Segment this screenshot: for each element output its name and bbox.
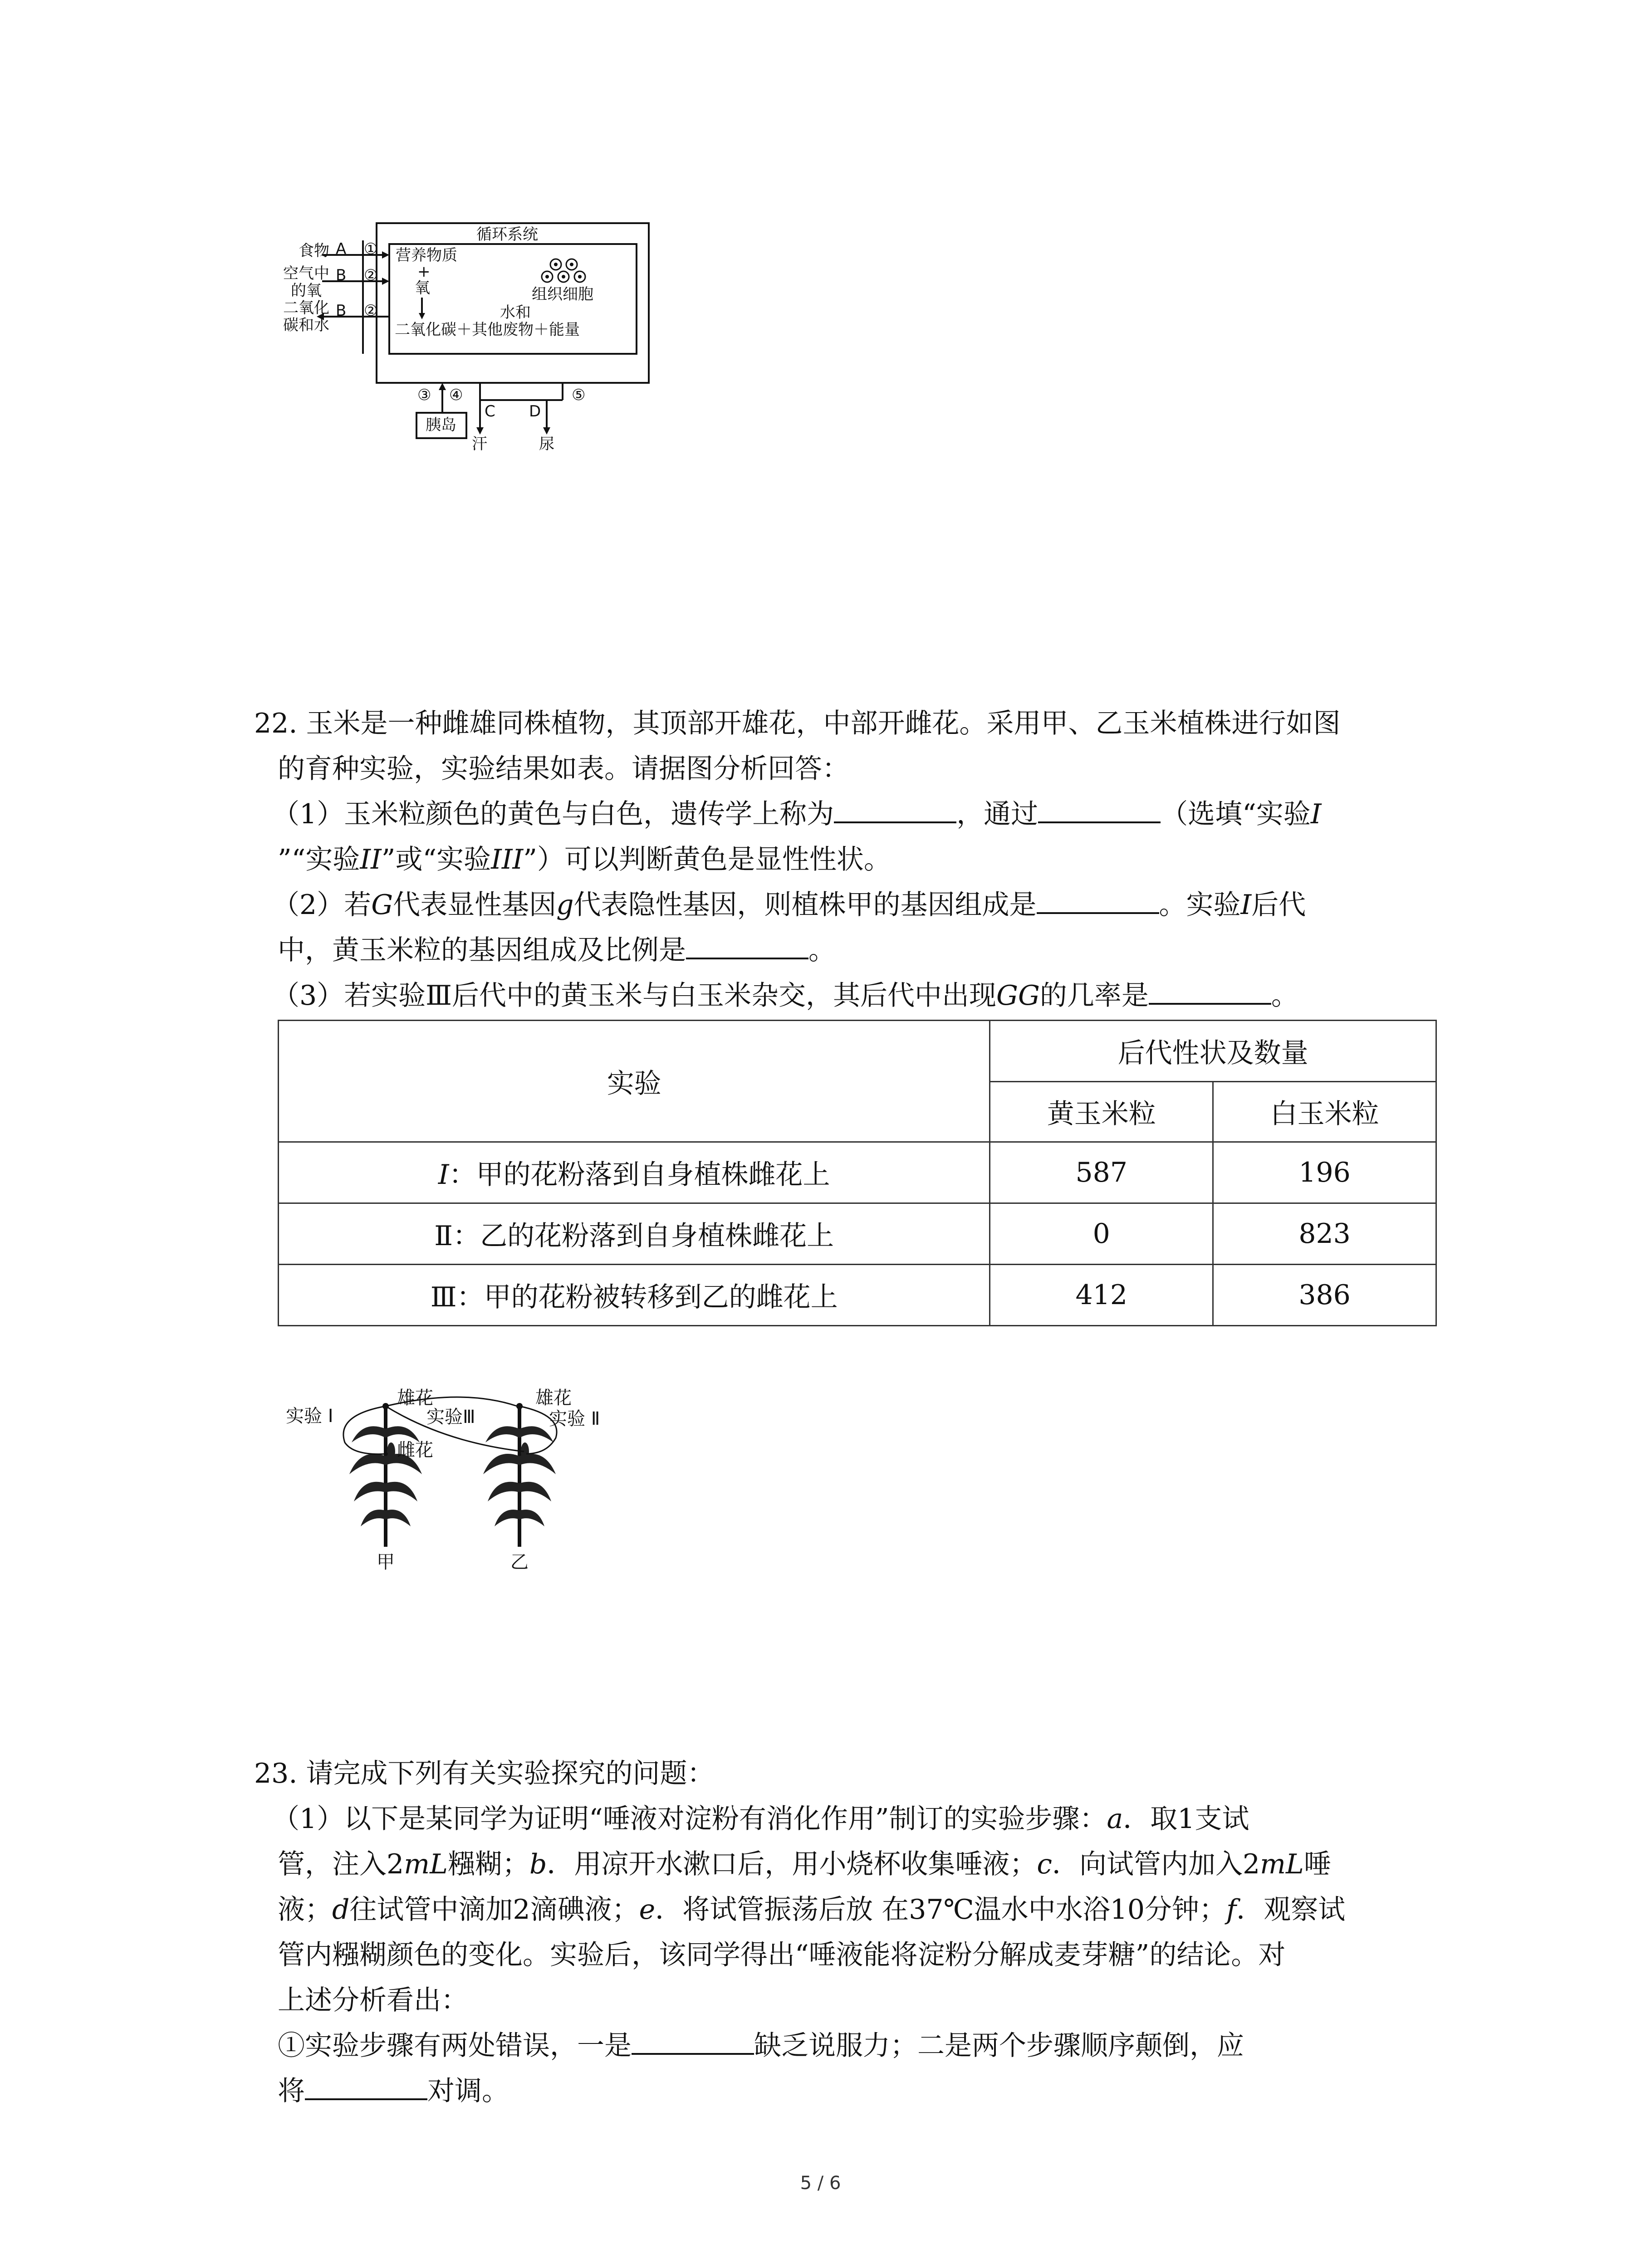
circulatory-system-title: 循环系统 — [476, 225, 538, 244]
answer-blank-3[interactable] — [1037, 885, 1159, 914]
q23-line5: 管内糨糊颜色的变化。实验后，该同学得出“唾液能将淀粉分解成麦芽糖”的结论。对 — [278, 1939, 1286, 1971]
input-oxygen-num: ② — [364, 266, 378, 284]
label-experiment-1: 实验 I — [286, 1406, 333, 1427]
row-label: Ⅲ：甲的花粉被转移到乙的雌花上 — [279, 1265, 990, 1326]
input-food-label: 食物 — [299, 242, 329, 260]
letter-c: C — [485, 402, 495, 420]
label-male-flower-jia: 雄花 — [397, 1388, 433, 1408]
q23-line8: 将 对调。 — [278, 2068, 509, 2114]
q23-line4: 液；d往试管中滴加2滴碘液；e．将试管振荡后放 在37℃温水中水浴10分钟；f．观察试 — [278, 1894, 1346, 1926]
q23-line1: 23. 请完成下列有关实验探究的问题： — [254, 1758, 715, 1789]
pancreas-label: 胰岛 — [426, 416, 456, 434]
answer-blank-6[interactable] — [632, 2026, 754, 2055]
tissue-cells-label: 组织细胞 — [532, 285, 593, 303]
plus-sign: + — [417, 263, 431, 281]
num-3: ③ — [417, 386, 431, 404]
table-header-row — [279, 1021, 1436, 1082]
table-row — [279, 1265, 1436, 1326]
label-experiment-3: 实验Ⅲ — [426, 1407, 475, 1427]
q22-line1: 22. 玉米是一种雌雄同株植物，其顶部开雄花，中部开雌花。采用甲、乙玉米植株进行如图 — [254, 708, 1341, 739]
products-label: 二氧化碳＋其他废物＋能量 — [395, 321, 580, 339]
label-plant-jia: 甲 — [377, 1552, 395, 1573]
answer-blank-2[interactable] — [1038, 794, 1161, 823]
answer-blank-1[interactable] — [834, 794, 956, 823]
water-label: 水和 — [500, 303, 531, 322]
corn-experiment-diagram — [272, 1379, 635, 1579]
row-yellow-count: 587 — [990, 1142, 1213, 1203]
output-co2-letter: B — [336, 302, 347, 320]
q22-part1-line1: （1）玉米粒颜色的黄色与白色，遗传学上称为 ，通过 （选填“实验I — [272, 792, 1322, 837]
input-food-letter: A — [336, 240, 347, 258]
experiment-results-table — [278, 1020, 1437, 1326]
label-male-flower-yi: 雄花 — [535, 1388, 572, 1408]
row-label: I：甲的花粉落到自身植株雌花上 — [279, 1142, 990, 1203]
output-co2-num: ② — [364, 302, 378, 320]
table-row — [279, 1142, 1436, 1203]
header-offspring: 后代性状及数量 — [990, 1021, 1436, 1082]
header-yellow: 黄玉米粒 — [990, 1082, 1213, 1142]
page-number: 5 / 6 — [800, 2173, 841, 2194]
label-plant-yi: 乙 — [510, 1552, 529, 1573]
q23-line2: （1）以下是某同学为证明“唾液对淀粉有消化作用”制订的实验步骤：a．取1支试 — [272, 1803, 1249, 1835]
q23-line3: 管，注入2mL糨糊；b．用凉开水漱口后，用小烧杯收集唾液；c．向试管内加入2mL唾 — [278, 1848, 1331, 1880]
row-white-count: 386 — [1213, 1265, 1436, 1326]
num-4: ④ — [449, 386, 463, 404]
num-5: ⑤ — [572, 386, 586, 404]
answer-blank-7[interactable] — [305, 2071, 427, 2100]
oxygen-label: 氧 — [415, 279, 430, 297]
label-female-flower: 雌花 — [397, 1440, 433, 1461]
q22-part3: （3）若实验Ⅲ后代中的黄玉米与白玉米杂交，其后代中出现GG的几率是 。 — [272, 973, 1298, 1018]
sweat-label: 汗 — [472, 435, 487, 453]
q22-part1-line2: ”“实验II”或“实验III”）可以判断黄色是显性性状。 — [278, 844, 891, 875]
urine-label: 尿 — [539, 435, 554, 453]
q22-part2-line2: 中，黄玉米粒的基因组成及比例是 。 — [278, 928, 836, 973]
q23-line6: 上述分析看出： — [278, 1984, 468, 2016]
row-label: Ⅱ：乙的花粉落到自身植株雌花上 — [279, 1203, 990, 1265]
row-yellow-count: 0 — [990, 1203, 1213, 1265]
header-white: 白玉米粒 — [1213, 1082, 1436, 1142]
q22-part2-line1: （2）若G代表显性基因g代表隐性基因，则植株甲的基因组成是 。实验I后代 — [272, 882, 1306, 928]
input-oxygen-letter: B — [336, 266, 347, 284]
input-oxygen-label: 空气中的氧 — [283, 264, 329, 300]
row-white-count: 196 — [1213, 1142, 1436, 1203]
output-co2-label: 二氧化碳和水 — [283, 299, 329, 334]
letter-d: D — [529, 402, 541, 420]
answer-blank-4[interactable] — [686, 930, 808, 959]
label-experiment-2: 实验 Ⅱ — [549, 1408, 600, 1429]
circulatory-system-diagram — [263, 213, 671, 467]
q23-line7: ①实验步骤有两处错误，一是 缺乏说服力；二是两个步骤顺序颠倒，应 — [278, 2023, 1244, 2068]
nutrients-label: 营养物质 — [396, 246, 457, 264]
q22-line2: 的育种实验，实验结果如表。请据图分析回答： — [278, 753, 849, 785]
answer-blank-5[interactable] — [1149, 976, 1271, 1005]
table-row — [279, 1203, 1436, 1265]
row-yellow-count: 412 — [990, 1265, 1213, 1326]
input-food-num: ① — [364, 240, 378, 258]
row-white-count: 823 — [1213, 1203, 1436, 1265]
header-experiment: 实验 — [279, 1021, 990, 1142]
